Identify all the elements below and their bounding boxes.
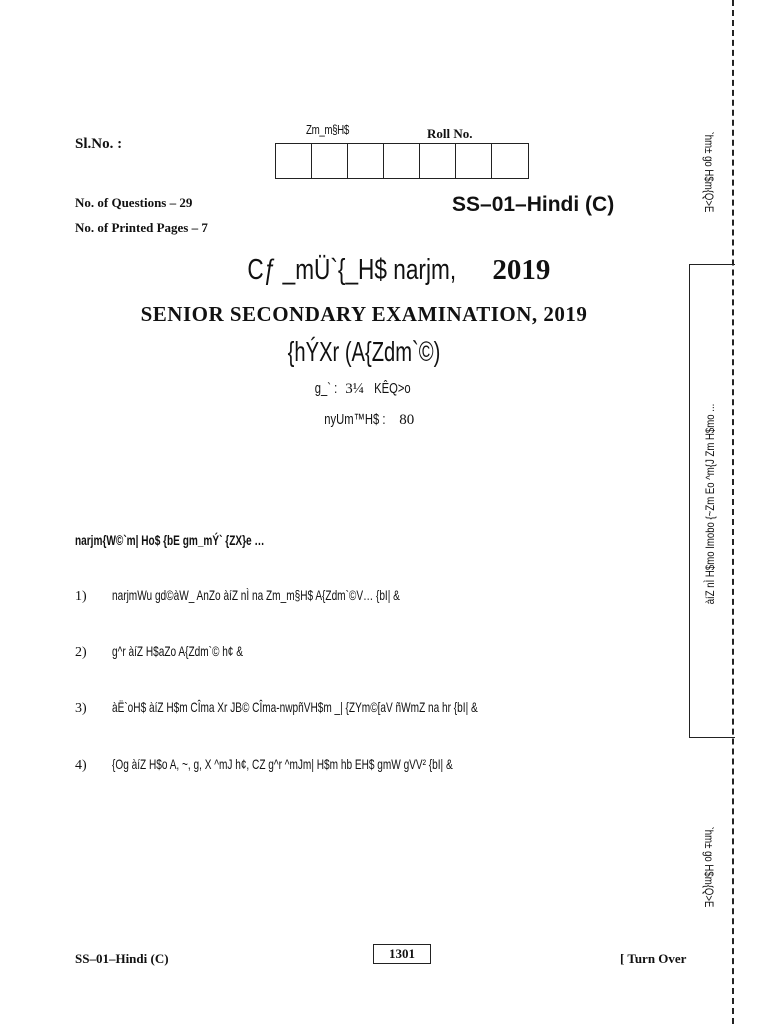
number-of-questions: No. of Questions – 29 (75, 195, 193, 210)
subject-title (0, 336, 728, 368)
exam-year: 2019 (492, 254, 551, 286)
instruction-text: narjmWu gd©àW_ AnZo àíZ nÌ na Zm_m§H$ A{Zdm`©V… {bI| & (112, 587, 400, 603)
time-label: g_` : (315, 380, 338, 397)
footer-paper-code: SS–01–Hindi (C) (75, 951, 169, 966)
time-allowed (0, 380, 728, 398)
instruction-item (75, 587, 512, 605)
roll-number-hindi-label: Zm_m§H$ (306, 122, 349, 137)
instruction-text: àË`oH$ àíZ H$m CÎma Xr JB© CÎma-nwpñVH$m _| {ZYm©[aV ñWmZ na hr {bI| & (112, 699, 478, 715)
hindi-exam-title-text: Cƒ _mÜ`{_H$ narjm, (247, 254, 456, 286)
instructions-heading: narjm{W©`m| Ho$ {bE gm_mÝ` {ZX}e … (75, 532, 265, 548)
instruction-item (75, 643, 294, 661)
marks-label: nyUm™H$ : (323, 411, 386, 428)
roll-number-box (420, 144, 456, 178)
paper-code: SS–01–Hindi (C) (452, 193, 615, 216)
number-of-printed-pages: No. of Printed Pages – 7 (75, 220, 208, 235)
roll-number-boxes (275, 143, 529, 179)
time-value: 3¼ (345, 381, 364, 397)
instruction-number: 2) (75, 645, 87, 660)
subject-title-text: {hÝXr (A{Zdm`©) (287, 336, 441, 367)
instruction-item (75, 756, 585, 774)
roll-number-label: Roll No. (427, 126, 473, 141)
serial-number-label: Sl.No. : (75, 136, 123, 152)
instruction-number: 4) (75, 758, 87, 773)
maximum-marks (0, 411, 728, 429)
roll-number-box (492, 144, 528, 178)
roll-number-box (276, 144, 312, 178)
turn-over-label: [ Turn Over (620, 951, 687, 966)
roll-number-box (384, 144, 420, 178)
time-unit: KÊQ>o (373, 380, 411, 397)
instruction-text: g^r àíZ H$aZo A{Zdm`© h¢ & (112, 643, 243, 659)
roll-number-box (456, 144, 492, 178)
instruction-text: {Og àíZ H$o A, ~, g, X ^mJ h¢, CZ g^r ^mJm| H$m hb EH$ gmW gVV² {bI| & (112, 756, 453, 772)
hindi-exam-title (0, 254, 768, 287)
footer-page-number: 1301 (373, 944, 431, 964)
roll-number-box (348, 144, 384, 178)
instruction-item (75, 699, 620, 717)
instruction-number: 1) (75, 589, 87, 604)
cut-here-note-top: `hm± go H$m{Q>E (702, 131, 716, 213)
cut-here-note-bottom: `hm± go H$m{Q>E (702, 826, 716, 908)
instruction-number: 3) (75, 701, 87, 716)
side-instruction-note: àíZ nÌ H$mo Imobo {~Zm Eo ^m{J Zm H$mo ... (703, 403, 717, 605)
english-exam-title: SENIOR SECONDARY EXAMINATION, 2019 (140, 302, 588, 326)
marks-value: 80 (399, 412, 415, 428)
roll-number-box (312, 144, 348, 178)
